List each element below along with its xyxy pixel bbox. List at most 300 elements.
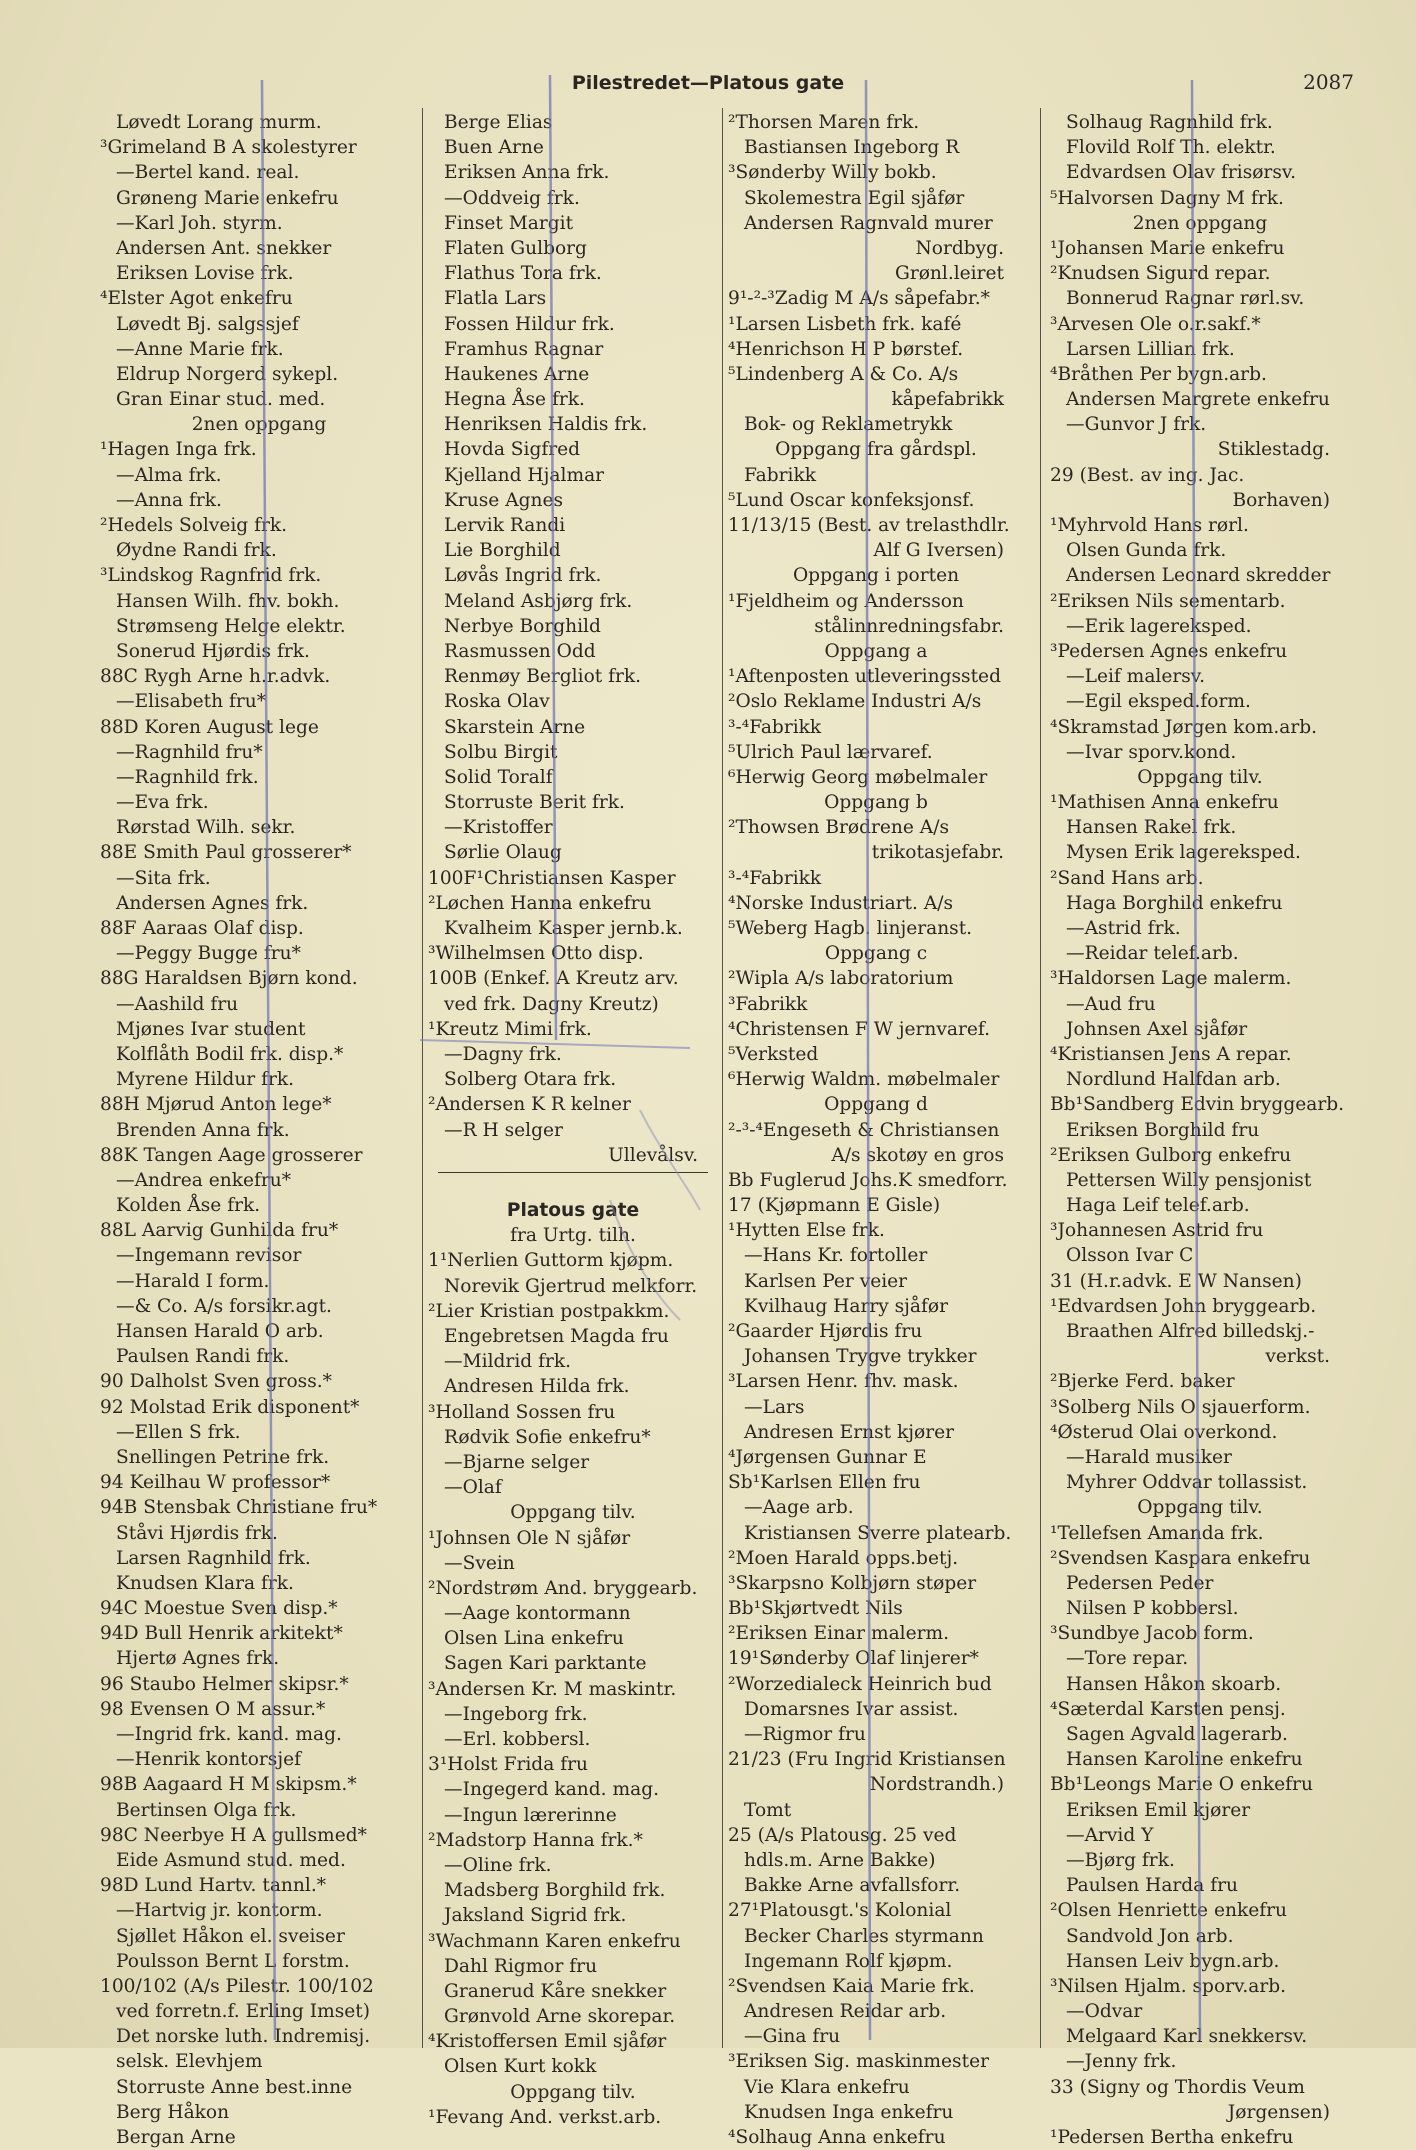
resident-entry: —Ingegerd kand. mag. [444, 1779, 660, 1801]
resident-entry: —Harald musiker [1066, 1446, 1232, 1468]
resident-entry: —Karl Joh. styrm. [116, 212, 283, 234]
section-rule [438, 1172, 708, 1198]
cross-street: Grønl.leiret [894, 263, 1004, 285]
resident-entry: —Alma frk. [116, 464, 222, 486]
page-number: 2087 [1303, 70, 1354, 94]
resident-entry: Myrene Hildur frk. [116, 1069, 295, 1091]
resident-entry: Hansen Karoline enkefru [1066, 1749, 1303, 1771]
resident-entry: Løvås Ingrid frk. [444, 565, 602, 587]
resident-entry: Paulsen Randi frk. [116, 1346, 290, 1368]
resident-entry: Bonnerud Ragnar rørl.sv. [1066, 288, 1305, 310]
resident-entry: —Mildrid frk. [444, 1351, 572, 1373]
resident-entry: Poulsson Bernt L forstm. [116, 1950, 350, 1972]
address-entry: 33 (Signy og Thordis Veum [1050, 2076, 1305, 2098]
page-title: Pilestredet—Platous gate [571, 72, 845, 94]
resident-entry: —Ingun lærerinne [444, 1804, 617, 1826]
resident-entry: Fossen Hildur frk. [444, 313, 615, 335]
resident-entry: —Ellen S frk. [116, 1421, 241, 1443]
resident-entry: —Hans Kr. fortoller [744, 1245, 928, 1267]
resident-entry: —Tore repar. [1066, 1648, 1189, 1670]
resident-entry: selsk. Elevhjem [116, 2051, 263, 2073]
address-entry: ²Andersen K R kelner [428, 1094, 631, 1116]
address-entry: 21/23 (Fru Ingrid Kristiansen [728, 1749, 1006, 1771]
resident-entry: Finset Margit [444, 212, 574, 234]
address-entry: ⁴Kristoffersen Emil sjåfør [428, 2031, 667, 2053]
section-subheading: Oppgang i porten [792, 565, 960, 587]
resident-entry: Haga Borghild enkefru [1066, 892, 1283, 914]
address-entry: 88F Aaraas Olaf disp. [100, 918, 304, 939]
address-entry: ⁴Norske Industriart. A/s [728, 892, 954, 914]
address-entry: ²Eriksen Gulborg enkefru [1050, 1144, 1292, 1166]
address-entry: ³Grimeland B A skolestyrer [100, 137, 357, 159]
resident-entry: Larsen Lillian frk. [1066, 338, 1235, 360]
resident-entry: —Aage arb. [744, 1497, 854, 1519]
resident-entry: Sørlie Olaug [444, 842, 562, 864]
address-entry: ⁴Christensen F W jernvaref. [728, 1018, 990, 1040]
address-entry: ⁴Kristiansen Jens A repar. [1050, 1043, 1292, 1065]
resident-entry: —Reidar telef.arb. [1066, 943, 1239, 965]
resident-entry: Kolden Åse frk. [116, 1195, 261, 1217]
section-subheading: 2nen oppgang [191, 414, 327, 436]
resident-entry: —Aud fru [1066, 993, 1156, 1015]
resident-entry: —Sita frk. [116, 867, 211, 889]
address-entry: ¹Johansen Marie enkefru [1050, 237, 1285, 259]
address-entry: 88E Smith Paul grosserer* [100, 842, 352, 864]
address-entry: Sb¹Karlsen Ellen fru [728, 1472, 921, 1494]
resident-entry: Hansen Leiv bygn.arb. [1066, 1950, 1280, 1972]
resident-entry: Eriksen Lovise frk. [116, 263, 294, 285]
address-entry: 96 Staubo Helmer skipsr.* [100, 1673, 349, 1695]
resident-entry: Knudsen Klara frk. [116, 1572, 294, 1594]
resident-entry: Bertinsen Olga frk. [116, 1799, 297, 1821]
resident-entry: Andersen Margrete enkefru [1066, 389, 1330, 411]
resident-entry: —Eva frk. [116, 792, 209, 814]
address-entry: ²Gaarder Hjørdis fru [728, 1321, 923, 1342]
address-entry: ⁴Bråthen Per bygn.arb. [1050, 363, 1267, 385]
resident-entry: Andresen Reidar arb. [744, 2001, 947, 2023]
cross-street: stålinnredningsfabr. [814, 615, 1004, 637]
address-entry: ³Larsen Henr. fhv. mask. [728, 1371, 959, 1393]
resident-entry: —Ingrid frk. kand. mag. [116, 1724, 342, 1745]
section-subheading: 2nen oppgang [1132, 212, 1268, 234]
resident-entry: Pettersen Willy pensjonist [1066, 1169, 1312, 1191]
resident-entry: —Anna frk. [116, 489, 222, 511]
resident-entry: —Aashild fru [116, 993, 239, 1015]
address-entry: Bb¹Sandberg Edvin bryggearb. [1050, 1094, 1345, 1116]
address-entry: ³Wachmann Karen enkefru [428, 1930, 681, 1952]
address-entry: ²Hedels Solveig frk. [100, 515, 288, 536]
address-entry: ³Pedersen Agnes enkefru [1050, 640, 1288, 662]
resident-entry: —Jenny frk. [1066, 2051, 1177, 2073]
resident-entry: Olsson Ivar C [1066, 1245, 1194, 1267]
address-entry: 25 (A/s Platousg. 25 ved [728, 1824, 957, 1846]
resident-entry: Grønvold Arne skorepar. [444, 2006, 676, 2028]
resident-entry: Sjøllet Håkon el. sveiser [116, 1925, 345, 1947]
address-entry: ²Sand Hans arb. [1050, 867, 1204, 889]
address-entry: 94D Bull Henrik arkitekt* [100, 1623, 343, 1645]
resident-entry: —Leif malersv. [1066, 666, 1205, 688]
resident-entry: —& Co. A/s forsikr.agt. [116, 1295, 332, 1317]
resident-entry: Brenden Anna frk. [116, 1119, 290, 1141]
address-entry: ³Arvesen Ole o.r.sakf.* [1050, 313, 1261, 335]
address-entry: Bb Fuglerud Johs.K smedforr. [728, 1169, 1008, 1191]
resident-entry: Storruste Berit frk. [444, 792, 625, 814]
resident-entry: Solbu Birgit [444, 741, 558, 763]
resident-entry: —Egil eksped.form. [1066, 691, 1251, 713]
resident-entry: Fabrikk [744, 464, 816, 486]
address-entry: ²Knudsen Sigurd repar. [1050, 263, 1271, 285]
address-entry: ⁶Herwig Waldm. møbelmaler [728, 1069, 1000, 1091]
resident-entry: Johansen Trygve trykker [744, 1346, 977, 1368]
address-entry: 94 Keilhau W professor* [100, 1472, 331, 1494]
address-entry: ³Skarpsno Kolbjørn støper [728, 1572, 977, 1594]
resident-entry: Haga Leif telef.arb. [1066, 1195, 1250, 1217]
resident-entry: Pedersen Peder [1066, 1572, 1214, 1594]
address-entry: 9¹-²-³Zadig M A/s såpefabr.* [728, 288, 990, 310]
address-entry: ³Holland Sossen fru [428, 1401, 616, 1423]
resident-entry: —Peggy Bugge fru* [116, 943, 301, 965]
resident-entry: —Bertel kand. real. [116, 162, 300, 184]
section-subheading: Oppgang b [824, 792, 928, 814]
resident-entry: Sagen Agvald lagerarb. [1066, 1724, 1288, 1745]
resident-entry: Bok- og Reklametrykk [744, 414, 953, 436]
address-entry: 100F¹Christiansen Kasper [428, 867, 676, 889]
address-entry: ³Fabrikk [728, 993, 808, 1015]
cross-street: Ullevålsv. [608, 1144, 698, 1166]
resident-entry: Kruse Agnes [444, 489, 564, 511]
address-entry: 98B Aagaard H M skipsm.* [100, 1774, 357, 1796]
address-entry: 88H Mjørud Anton lege* [100, 1094, 332, 1116]
cross-street: Nordstrandh.) [869, 1774, 1004, 1796]
resident-entry: Larsen Ragnhild frk. [116, 1547, 311, 1569]
resident-entry: Buen Arne [444, 137, 544, 159]
resident-entry: —Rigmor fru [744, 1724, 866, 1745]
address-entry: ²Thorsen Maren frk. [728, 112, 920, 133]
address-entry: ³Sundbye Jacob form. [1050, 1623, 1254, 1645]
resident-entry: Kjelland Hjalmar [444, 464, 605, 486]
resident-entry: Løvedt Bj. salgssjef [116, 313, 299, 335]
resident-entry: Bastiansen Ingeborg R [744, 137, 960, 159]
address-entry: ¹Myhrvold Hans rørl. [1050, 515, 1249, 536]
resident-entry: Braathen Alfred billedskj.- [1066, 1321, 1315, 1342]
resident-entry: Vie Klara enkefru [744, 2076, 910, 2098]
resident-entry: Meland Asbjørg frk. [444, 590, 633, 612]
resident-entry: Nordlund Halfdan arb. [1066, 1069, 1281, 1091]
resident-entry: ved frk. Dagny Kreutz) [444, 993, 659, 1015]
resident-entry: Løvedt Lorang murm. [116, 112, 322, 133]
address-entry: ¹Tellefsen Amanda frk. [1050, 1522, 1264, 1544]
resident-entry: Granerud Kåre snekker [444, 1980, 667, 2002]
address-entry: ³Sønderby Willy bokb. [728, 162, 937, 184]
address-entry: ⁴Jørgensen Gunnar E [728, 1446, 927, 1468]
cross-street: Nordbyg. [915, 237, 1004, 259]
address-entry: ³-⁴Fabrikk [728, 716, 822, 738]
resident-entry: Rørstad Wilh. sekr. [116, 817, 296, 839]
address-entry: ³Eriksen Sig. maskinmester [728, 2051, 989, 2073]
resident-entry: Andersen Ragnvald murer [744, 212, 993, 234]
resident-entry: Engebretsen Magda fru [444, 1326, 669, 1347]
resident-entry: Snellingen Petrine frk. [116, 1446, 330, 1468]
section-subheading: Oppgang a [824, 640, 928, 662]
address-entry: ¹Fjeldheim og Andersson [728, 590, 964, 612]
address-entry: ¹Mathisen Anna enkefru [1050, 792, 1279, 814]
resident-entry: Norevik Gjertrud melkforr. [444, 1275, 698, 1297]
resident-entry: Storruste Anne best.inne [116, 2076, 353, 2098]
address-entry: 98C Neerbye H A gullsmed* [100, 1824, 367, 1846]
column-divider [422, 108, 423, 2048]
resident-entry: —Svein [444, 1552, 515, 1574]
address-entry: ²Løchen Hanna enkefru [428, 892, 652, 914]
resident-entry: Hjertø Agnes frk. [116, 1648, 280, 1670]
address-entry: ²Worzedialeck Heinrich bud [728, 1673, 992, 1695]
resident-entry: —Odvar [1066, 2001, 1143, 2023]
resident-entry: —Oddveig frk. [444, 187, 580, 209]
resident-entry: Tomt [744, 1799, 792, 1821]
resident-entry: Rasmussen Odd [444, 640, 596, 662]
address-entry: ⁵Lund Oscar konfeksjonsf. [728, 489, 975, 511]
resident-entry: —Olaf [444, 1477, 502, 1499]
address-entry: 1¹Nerlien Guttorm kjøpm. [428, 1250, 674, 1272]
address-entry: ⁵Ulrich Paul lærvaref. [728, 741, 933, 763]
address-entry: ⁴Østerud Olai overkond. [1050, 1421, 1278, 1443]
address-entry: ³Andersen Kr. M maskintr. [428, 1678, 677, 1700]
address-entry: ¹Fevang And. verkst.arb. [428, 2106, 662, 2128]
address-entry: ²Olsen Henriette enkefru [1050, 1900, 1287, 1922]
address-entry: ²Moen Harald opps.betj. [728, 1547, 959, 1569]
resident-entry: —Arvid Y [1066, 1824, 1154, 1846]
resident-entry: Kristiansen Sverre platearb. [744, 1522, 1012, 1544]
resident-entry: Øydne Randi frk. [116, 540, 277, 562]
resident-entry: Renmøy Bergliot frk. [444, 666, 642, 688]
resident-entry: Henriksen Haldis frk. [444, 414, 648, 436]
section-subheading: Oppgang tilv. [510, 2081, 636, 2103]
resident-entry: Gran Einar stud. med. [116, 389, 326, 411]
cross-street: Alf G Iversen) [873, 540, 1004, 562]
address-entry: ⁴Sæterdal Karsten pensj. [1050, 1698, 1286, 1720]
cross-street: Jørgensen) [1227, 2101, 1330, 2123]
address-entry: ¹Hytten Else frk. [728, 1220, 885, 1242]
resident-entry: —Erl. kobbersl. [444, 1729, 591, 1750]
resident-entry: —Astrid frk. [1066, 918, 1181, 939]
cross-street: verkst. [1265, 1346, 1330, 1368]
address-entry: ⁴Henrichson H P børstef. [728, 338, 964, 360]
address-entry: ²Bjerke Ferd. baker [1050, 1371, 1235, 1393]
resident-entry: Flovild Rolf Th. elektr. [1066, 137, 1276, 159]
resident-entry: —Ragnhild frk. [116, 766, 259, 788]
resident-entry: Kvalheim Kasper jernb.k. [444, 918, 683, 939]
resident-entry: Skarstein Arne [444, 716, 586, 738]
address-entry: ²Lier Kristian postpakkm. [428, 1300, 670, 1322]
resident-entry: —Anne Marie frk. [116, 338, 284, 360]
resident-entry: —Bjarne selger [444, 1451, 590, 1473]
address-entry: ²Svendsen Kaspara enkefru [1050, 1547, 1311, 1569]
address-entry: 17 (Kjøpmann E Gisle) [728, 1195, 941, 1217]
address-entry: ²Madstorp Hanna frk.* [428, 1829, 643, 1851]
resident-entry: Andersen Leonard skredder [1066, 565, 1331, 587]
resident-entry: Andersen Agnes frk. [116, 892, 309, 914]
resident-entry: Kvilhaug Harry sjåfør [744, 1295, 948, 1317]
resident-entry: Nilsen P kobbersl. [1066, 1598, 1239, 1620]
resident-entry: —Aage kontormann [444, 1603, 631, 1625]
address-entry: 88K Tangen Aage grosserer [100, 1144, 363, 1166]
address-entry: ³Solberg Nils O sjauerform. [1050, 1396, 1311, 1418]
resident-entry: Eriksen Emil kjører [1066, 1799, 1251, 1821]
resident-entry: Myhrer Oddvar tollassist. [1066, 1472, 1308, 1494]
address-entry: 100B (Enkef. A Kreutz arv. [428, 968, 679, 990]
address-entry: ²Oslo Reklame Industri A/s [728, 691, 982, 713]
section-subheading: Oppgang tilv. [510, 1502, 636, 1524]
address-entry: ¹Johnsen Ole N sjåfør [428, 1527, 631, 1549]
address-entry: 19¹Sønderby Olaf linjerer* [728, 1648, 979, 1670]
address-entry: ⁴Solhaug Anna enkefru [728, 2127, 946, 2148]
column-3 [728, 110, 1024, 2150]
section-subheading: Oppgang c [824, 943, 928, 965]
address-entry: ¹Kreutz Mimi frk. [428, 1018, 592, 1040]
resident-entry: Kolflåth Bodil frk. disp.* [116, 1043, 344, 1065]
address-entry: ¹Pedersen Bertha enkefru [1050, 2127, 1294, 2148]
address-entry: 98 Evensen O M assur.* [100, 1698, 326, 1720]
street-heading: Platous gate [506, 1200, 640, 1222]
address-entry: 11/13/15 (Best. av trelasthdlr. [728, 515, 1010, 536]
resident-entry: Andresen Ernst kjører [744, 1421, 954, 1443]
resident-entry: —Gunvor J frk. [1066, 414, 1207, 436]
address-entry: ³Lindskog Ragnfrid frk. [100, 565, 322, 587]
address-entry: ⁶Herwig Georg møbelmaler [728, 766, 988, 788]
resident-entry: Haukenes Arne [444, 363, 590, 385]
resident-entry: Lervik Randi [444, 515, 566, 536]
address-entry: ⁵Weberg Hagb. linjeranst. [728, 918, 973, 939]
resident-entry: Solberg Otara frk. [444, 1069, 617, 1091]
resident-entry: —Henrik kontorsjef [116, 1749, 301, 1771]
address-entry: Bb¹Leongs Marie O enkefru [1050, 1774, 1313, 1796]
resident-entry: Hansen Rakel frk. [1066, 817, 1237, 839]
resident-entry: Skolemestra Egil sjåfør [744, 187, 965, 209]
resident-entry: —Ragnhild fru* [116, 741, 263, 763]
resident-entry: —Erik lagereksped. [1066, 615, 1252, 637]
resident-entry: Becker Charles styrmann [744, 1925, 984, 1947]
column-4 [1050, 110, 1350, 2150]
resident-entry: Edvardsen Olav frisørsv. [1066, 162, 1297, 184]
address-entry: ³Johannesen Astrid fru [1050, 1220, 1264, 1242]
address-entry: 31 (H.r.advk. E W Nansen) [1050, 1270, 1302, 1292]
resident-entry: Olsen Lina enkefru [444, 1628, 624, 1650]
resident-entry: Karlsen Per veier [744, 1270, 908, 1292]
address-entry: Bb¹Skjørtvedt Nils [728, 1598, 903, 1620]
resident-entry: Bakke Arne avfallsforr. [744, 1875, 961, 1897]
resident-entry: Lie Borghild [444, 540, 561, 562]
resident-entry: Mjønes Ivar student [116, 1018, 306, 1040]
resident-entry: Berge Elias [444, 112, 553, 133]
address-entry: ¹Aftenposten utleveringssted [728, 666, 1001, 688]
address-entry: ¹Edvardsen John bryggearb. [1050, 1295, 1317, 1317]
address-entry: 98D Lund Hartv. tannl.* [100, 1875, 327, 1897]
address-entry: 88C Rygh Arne h.r.advk. [100, 666, 331, 688]
resident-entry: —Gina fru [744, 2026, 841, 2048]
column-1 [100, 110, 418, 2150]
cross-street: Stiklestadg. [1217, 439, 1330, 461]
address-entry: ³Nilsen Hjalm. sporv.arb. [1050, 1975, 1287, 1997]
cross-street: A/s skotøy en gros [831, 1144, 1004, 1166]
resident-entry: Flatla Lars [444, 288, 547, 310]
resident-entry: Sandvold Jon arb. [1066, 1925, 1234, 1947]
resident-entry: Eldrup Norgerd sykepl. [116, 363, 339, 385]
address-entry: ²-³-⁴Engeseth & Christiansen [728, 1119, 1000, 1141]
resident-entry: Ingemann Rolf kjøpm. [744, 1950, 953, 1972]
address-entry: 88G Haraldsen Bjørn kond. [100, 968, 358, 990]
resident-entry: Berg Håkon [116, 2101, 230, 2123]
resident-entry: Eriksen Anna frk. [444, 162, 610, 184]
resident-entry: —Hartvig jr. kontorm. [116, 1900, 323, 1922]
resident-entry: Bergan Arne [116, 2127, 236, 2148]
section-subheading: Oppgang tilv. [1137, 766, 1263, 788]
resident-entry: Sonerud Hjørdis frk. [116, 640, 310, 662]
address-entry: ³-⁴Fabrikk [728, 867, 822, 889]
column-divider [1040, 108, 1041, 2048]
address-entry: 94C Moestue Sven disp.* [100, 1598, 338, 1620]
address-entry: 92 Molstad Erik disponent* [100, 1396, 360, 1418]
section-subheading: Oppgang tilv. [1137, 1497, 1263, 1519]
resident-entry: Hansen Wilh. fhv. bokh. [116, 590, 340, 612]
resident-entry: Framhus Ragnar [444, 338, 604, 360]
resident-entry: Andresen Hilda frk. [444, 1376, 630, 1398]
resident-entry: Dahl Rigmor fru [444, 1955, 598, 1977]
resident-entry: —Lars [744, 1396, 805, 1418]
resident-entry: Hegna Åse frk. [444, 389, 585, 411]
resident-entry: —Dagny frk. [444, 1043, 562, 1065]
address-entry: ²Eriksen Einar malerm. [728, 1623, 950, 1645]
resident-entry: Eriksen Borghild fru [1066, 1119, 1260, 1141]
address-entry: ⁴Elster Agot enkefru [100, 288, 293, 310]
resident-entry: Hansen Håkon skoarb. [1066, 1673, 1282, 1695]
resident-entry: Solhaug Ragnhild frk. [1066, 112, 1273, 133]
cross-street: Borhaven) [1232, 489, 1330, 511]
address-entry: ²Svendsen Kaia Marie frk. [728, 1975, 975, 1997]
address-entry: 90 Dalholst Sven gross.* [100, 1371, 332, 1393]
resident-entry: Madsberg Borghild frk. [444, 1880, 666, 1902]
resident-entry: —Kristoffer [444, 817, 553, 839]
address-entry: ³Wilhelmsen Otto disp. [428, 943, 644, 965]
address-entry: ³Haldorsen Lage malerm. [1050, 968, 1292, 990]
resident-entry: Flaten Gulborg [444, 237, 587, 259]
resident-entry: Olsen Gunda frk. [1066, 540, 1227, 562]
section-subheading: fra Urtg. tilh. [510, 1225, 636, 1247]
resident-entry: Sagen Kari parktante [444, 1653, 647, 1675]
resident-entry: —Elisabeth fru* [116, 691, 266, 713]
address-entry: ²Nordstrøm And. bryggearb. [428, 1577, 698, 1599]
resident-entry: Flathus Tora frk. [444, 263, 602, 285]
resident-entry: Andersen Ant. snekker [116, 237, 332, 259]
resident-entry: Strømseng Helge elektr. [116, 615, 346, 637]
address-entry: 27¹Platousgt.'s Kolonial [728, 1900, 952, 1922]
address-entry: 100/102 (A/s Pilestr. 100/102 [100, 1975, 374, 1997]
resident-entry: Grøneng Marie enkefru [116, 187, 339, 209]
resident-entry: Eide Asmund stud. med. [116, 1849, 346, 1871]
address-entry: ²Thowsen Brødrene A/s [728, 817, 950, 839]
cross-street: trikotasjefabr. [871, 842, 1004, 864]
column-divider [722, 108, 723, 2048]
address-entry: ²Wipla A/s laboratorium [728, 968, 954, 990]
resident-entry: Mysen Erik lagereksped. [1066, 842, 1301, 864]
resident-entry: Hovda Sigfred [444, 439, 581, 461]
address-entry: 88L Aarvig Gunhilda fru* [100, 1220, 339, 1242]
resident-entry: —Oline frk. [444, 1854, 552, 1876]
resident-entry: Olsen Kurt kokk [444, 2056, 597, 2078]
resident-entry: —Bjørg frk. [1066, 1849, 1175, 1871]
address-entry: 3¹Holst Frida fru [428, 1754, 588, 1776]
address-entry: 88D Koren August lege [100, 716, 319, 738]
column-2 [428, 110, 718, 2130]
resident-entry: —Harald I form. [116, 1270, 270, 1292]
